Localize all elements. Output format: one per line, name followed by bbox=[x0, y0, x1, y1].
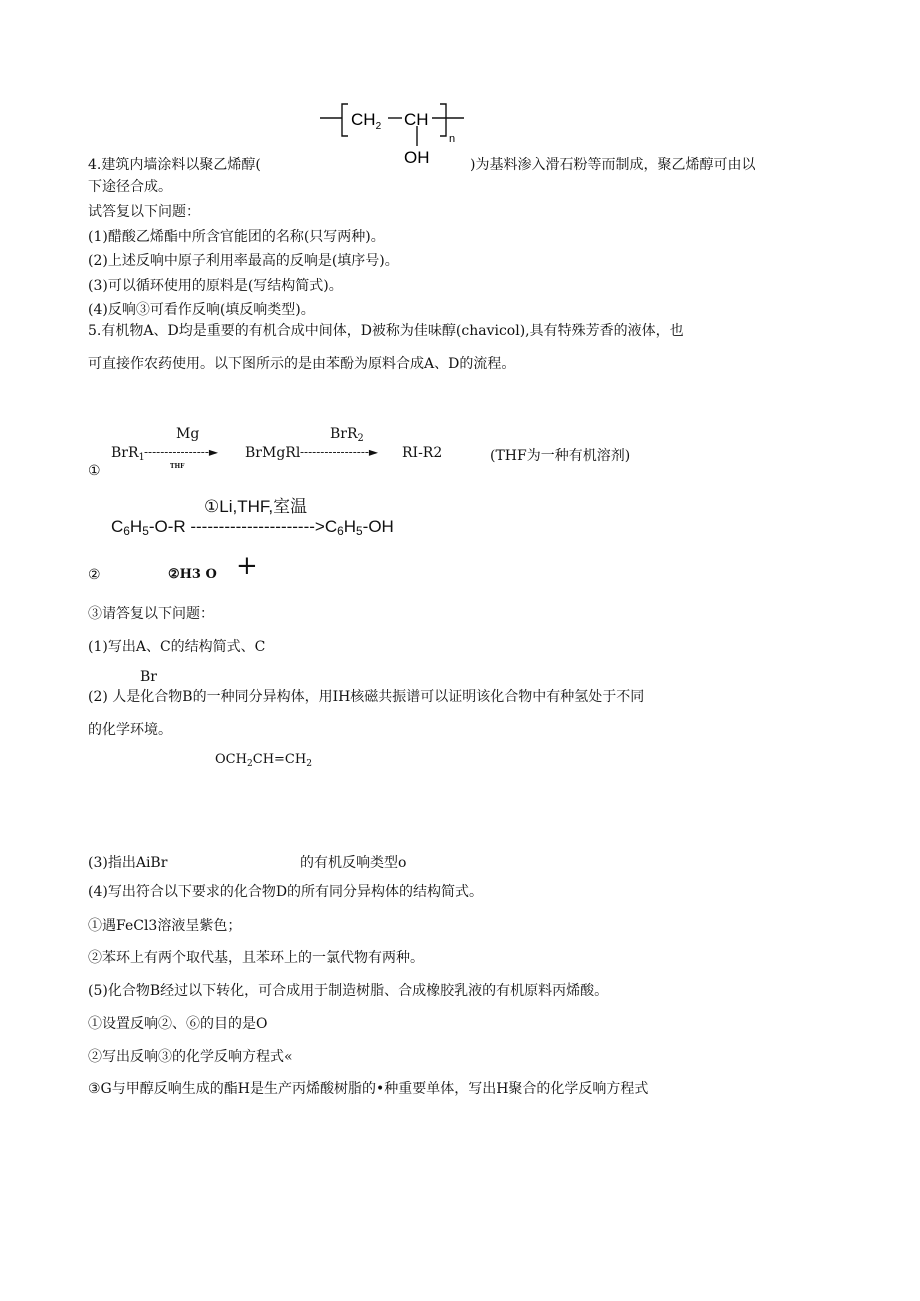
arrow-3: ----------------------> bbox=[190, 517, 325, 536]
q4-item-3: (3)可以循环使用的原料是(写结构简式)。 bbox=[88, 278, 343, 294]
thf-note: (THF为一种有机溶剂) bbox=[490, 448, 631, 464]
reagent-h3o: ②H3 O bbox=[168, 567, 217, 582]
answers-sub-2: ②写出反响③的化学反响方程式« bbox=[88, 1049, 293, 1065]
answers-condition-2: ②苯环上有两个取代基，且苯环上的一氯代物有两种。 bbox=[88, 950, 424, 966]
oh-group: OH bbox=[404, 148, 430, 167]
ch-group: CH bbox=[404, 110, 429, 129]
answers-intro: ③请答复以下问题： bbox=[88, 606, 214, 622]
q4-item-1: (1)醋酸乙烯酯中所含官能团的名称(只写两种)。 bbox=[88, 229, 385, 245]
q4-item-2: (2)上述反响中原子利用率最高的反响是(填序号)。 bbox=[88, 253, 399, 269]
reagent-li-thf: ①Li,THF,室温 bbox=[204, 497, 308, 516]
thf-small-label: THF bbox=[170, 463, 185, 470]
answers-q5: (5)化合物B经过以下转化，可合成用于制造树脂、合成橡胶乳液的有机原料丙烯酸。 bbox=[88, 983, 609, 999]
arrow-1: ----------------► bbox=[144, 445, 219, 459]
answers-q1: (1)写出A、C的结构简式、C bbox=[88, 639, 266, 655]
answers-q3-part-b: 的有机反响类型o bbox=[300, 855, 407, 871]
answers-q3-part-a: (3)指出AiBr bbox=[88, 855, 168, 871]
plus-sign: + bbox=[236, 551, 258, 581]
ch2-group: $CH_2$ bbox=[351, 110, 382, 132]
answers-sub-3: ③G与甲醇反响生成的酯H是生产丙烯酸树脂的•种重要单体，写出H聚合的化学反响方程式 bbox=[88, 1081, 649, 1097]
q4-item-4: (4)反响③可看作反响(填反响类型)。 bbox=[88, 302, 315, 318]
answers-sub-1: ①设置反响②、⑥的目的是O bbox=[88, 1016, 268, 1032]
answers-condition-1: ①遇FeCl3溶液呈紫色； bbox=[88, 918, 242, 934]
reagent-brr2: BrR$_2$ bbox=[330, 426, 364, 444]
q4-line2: 下途径合成。 bbox=[88, 179, 172, 195]
q5-line1: 5.有机物A、D均是重要的有机合成中间体，D被称为佳味醇(chavicol),具有特殊芳香的液体，也 bbox=[88, 323, 684, 339]
q4-line3: 试答复以下问题： bbox=[88, 204, 200, 220]
reagent-mg: Mg bbox=[176, 426, 200, 442]
scheme3-label: ② bbox=[88, 567, 101, 583]
q4-line1-part-a: 4.建筑内墙涂料以聚乙烯醇( bbox=[88, 157, 261, 173]
q4-line1-part-b: )为基料渗入滑石粉等而制成，聚乙烯醇可由以 bbox=[470, 157, 756, 173]
answers-q2-line2: 的化学环境。 bbox=[88, 722, 172, 738]
q5-line2: 可直接作农药使用。以下图所示的是由苯酚为原料合成A、D的流程。 bbox=[88, 356, 516, 372]
answers-q4: (4)写出符合以下要求的化合物D的所有同分异构体的结构简式。 bbox=[88, 884, 484, 900]
br-label: Br bbox=[140, 669, 157, 685]
reactant-c6h5-o-r: $C_6H_5-O-R$ $---------------------->C_6H_5-OH$ bbox=[111, 517, 394, 538]
repeat-n: n bbox=[449, 133, 456, 145]
scheme1-label: ① bbox=[88, 463, 101, 479]
product-ri-r2: RI-R2 bbox=[402, 445, 443, 461]
reactant-brr1: BrR$_1$ bbox=[111, 445, 145, 463]
polyvinyl-alcohol-structure bbox=[318, 96, 468, 168]
allyl-ether-group: $OCH_2CH=CH_2$ bbox=[215, 752, 313, 769]
arrow-2: -----------------► bbox=[300, 445, 379, 459]
intermediate-brmgrl: BrMgRl bbox=[245, 445, 301, 461]
answers-q2-line1: (2) 人是化合物B的一种同分异构体，用IH核磁共振谱可以证明该化合物中有种氢处于不同 bbox=[88, 689, 645, 705]
